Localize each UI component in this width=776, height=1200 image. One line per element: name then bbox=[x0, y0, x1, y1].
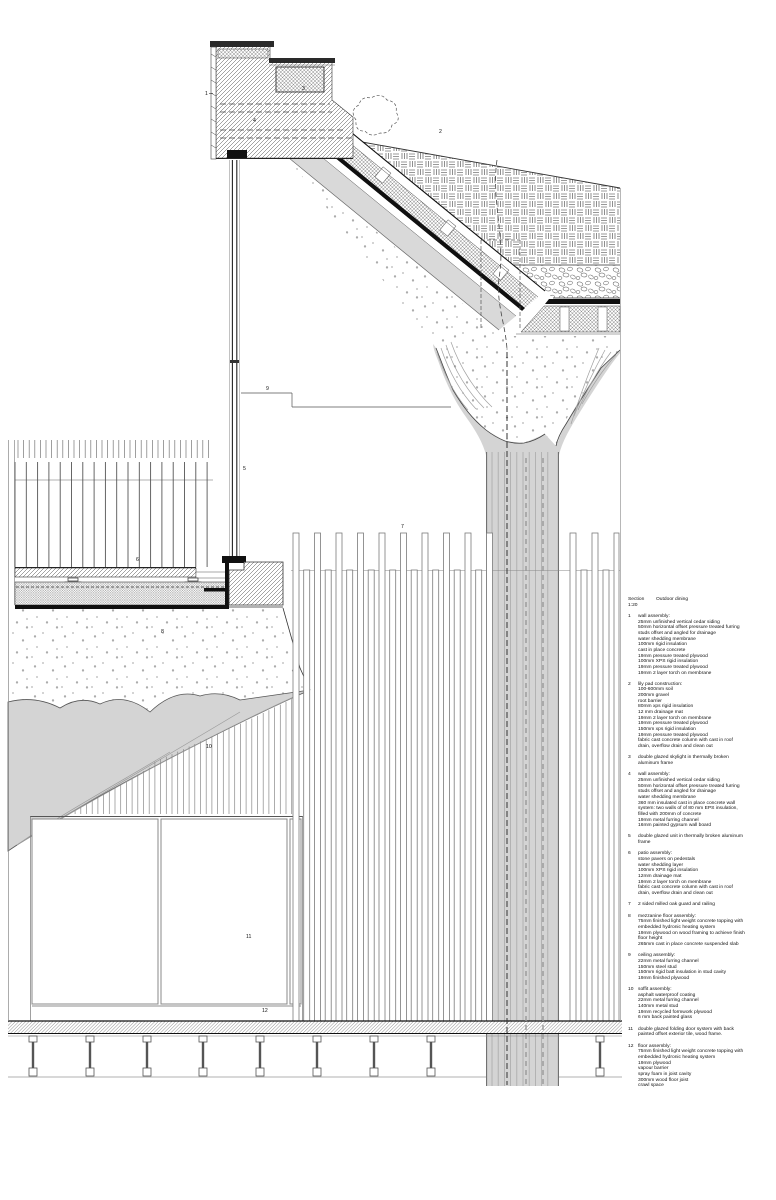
note-line: fabric cast concrete column with cast in roof bbox=[638, 738, 733, 744]
mezzanine-guard bbox=[15, 440, 213, 567]
note-line: 360 mm insulated cast in place concrete wall bbox=[638, 800, 736, 806]
slat bbox=[368, 570, 374, 1021]
note-line: 19mm pressure treated plywood bbox=[638, 653, 708, 659]
section-label: Section bbox=[628, 597, 645, 602]
note-number: 11 bbox=[628, 1026, 634, 1032]
note-line: 22mm metal furring channel bbox=[638, 998, 699, 1004]
note-line: drain, overflow drain and clean out bbox=[638, 744, 713, 750]
folding-door bbox=[30, 816, 303, 1021]
drawing-label-12: 12 bbox=[262, 1008, 268, 1014]
note-item bbox=[628, 987, 760, 1021]
slat bbox=[592, 533, 598, 1021]
coping-1 bbox=[210, 41, 274, 47]
membrane-horizontal bbox=[545, 299, 620, 304]
note-lines bbox=[638, 1044, 760, 1089]
note-line: 100-600mm soil bbox=[638, 687, 673, 693]
post-footing bbox=[427, 1068, 435, 1076]
note-line: 300mm wood floor joist bbox=[638, 1077, 689, 1083]
note-line: 19mm recycled formwork plywood bbox=[638, 1009, 712, 1015]
ceiling-bulkhead bbox=[241, 393, 451, 407]
note-item bbox=[628, 953, 760, 981]
note-line: 19mm pressure treated plywood bbox=[638, 664, 708, 670]
note-line: floor height bbox=[638, 936, 663, 942]
note-line: 16mm painted gypsum wall board bbox=[638, 823, 712, 829]
post-shaft bbox=[32, 1042, 34, 1068]
door-panel bbox=[161, 819, 287, 1004]
note-line: soffit assembly: bbox=[638, 987, 672, 993]
note-line: 150mm steel stud bbox=[638, 964, 677, 970]
note-line: lily pad construction: bbox=[638, 681, 683, 687]
note-line: 22mm metal furring channel bbox=[638, 958, 699, 964]
note-item bbox=[628, 851, 760, 896]
post-shaft bbox=[202, 1042, 204, 1068]
parapet-top-insulation bbox=[218, 49, 268, 58]
post-cap bbox=[596, 1036, 604, 1042]
note-lines bbox=[638, 1027, 760, 1038]
note-line: cast in place concrete bbox=[638, 647, 686, 653]
note-item bbox=[628, 1027, 760, 1038]
drawing-label-2: 2 bbox=[439, 129, 442, 135]
drawing-label-3: 3 bbox=[302, 86, 305, 92]
note-number: 9 bbox=[628, 953, 631, 959]
post-shaft bbox=[599, 1042, 601, 1068]
note-line: 12mm drainage mat bbox=[638, 874, 682, 880]
note-item bbox=[628, 755, 760, 766]
note-line: spray foam in joist cavity bbox=[638, 1071, 692, 1077]
drawing-label-9: 9 bbox=[266, 386, 269, 392]
coping-2 bbox=[269, 58, 335, 63]
drawing-label-5: 5 bbox=[243, 466, 246, 472]
note-number: 5 bbox=[628, 834, 631, 840]
note-line: 265mm cast in place concrete suspended slab bbox=[638, 941, 739, 947]
note-line: 19mm finished plywood bbox=[638, 975, 690, 981]
drawing-label-11: 11 bbox=[246, 934, 252, 940]
parapet-wall bbox=[210, 41, 353, 159]
note-number: 8 bbox=[628, 913, 631, 919]
note-item bbox=[628, 614, 760, 676]
note-line: double glazed skylight in thermally broken bbox=[638, 755, 729, 761]
post-cap bbox=[256, 1036, 264, 1042]
note-line: 25mm unfinished vertical cedar siding bbox=[638, 777, 720, 783]
note-lines bbox=[638, 987, 760, 1021]
note-line: 200mm gravel bbox=[638, 693, 669, 699]
post-shaft bbox=[259, 1042, 261, 1068]
note-line: studs offset and angled for drainage bbox=[638, 789, 716, 795]
note-line: vapour barrier bbox=[638, 1066, 669, 1072]
note-line: 19mm plywood on wood framing to achieve finish bbox=[638, 930, 745, 936]
post-cap bbox=[370, 1036, 378, 1042]
note-number: 3 bbox=[628, 755, 631, 761]
drawing-scale: 1:20 bbox=[628, 602, 638, 608]
note-lines bbox=[638, 851, 760, 896]
note-line: water shedding layer bbox=[638, 862, 684, 868]
note-line: filled with 200mm of concrete bbox=[638, 811, 702, 817]
post-footing bbox=[86, 1068, 94, 1076]
post-cap bbox=[313, 1036, 321, 1042]
note-line: frame bbox=[638, 840, 651, 846]
drawing-label-8: 8 bbox=[161, 629, 164, 635]
slat bbox=[315, 533, 321, 1021]
note-line: 19mm 2 layer torch on membrane bbox=[638, 715, 712, 721]
guard-top-fringe bbox=[18, 440, 208, 458]
drawing-label-4: 4 bbox=[253, 118, 256, 124]
stone-pavers bbox=[15, 568, 196, 577]
note-number: 6 bbox=[628, 851, 631, 857]
post-shaft bbox=[316, 1042, 318, 1068]
post-footing bbox=[199, 1068, 207, 1076]
note-number: 7 bbox=[628, 902, 631, 908]
note-line: 19mm metal furring channel bbox=[638, 817, 699, 823]
note-line: double glazed unit in thermally broken aluminum bbox=[638, 834, 743, 840]
note-line: system: two walls of of 80 mm EPS insulation, bbox=[638, 806, 738, 812]
post-cap bbox=[86, 1036, 94, 1042]
note-lines bbox=[638, 834, 760, 845]
post-footing bbox=[256, 1068, 264, 1076]
note-lines bbox=[638, 772, 760, 829]
note-item bbox=[628, 902, 760, 908]
oak-slat-screen bbox=[293, 533, 619, 1021]
note-number: 10 bbox=[628, 987, 634, 993]
slat bbox=[390, 570, 396, 1021]
note-line: ceiling assembly: bbox=[638, 953, 676, 959]
keynote-list bbox=[628, 614, 760, 1089]
window-sill bbox=[222, 556, 246, 563]
slat bbox=[411, 570, 417, 1021]
note-line: painted offset exterior tile, wood frame. bbox=[638, 1032, 723, 1038]
note-item bbox=[628, 772, 760, 829]
slat bbox=[422, 533, 428, 1021]
note-line: wall assembly: bbox=[638, 613, 670, 619]
slat bbox=[433, 570, 439, 1021]
slat bbox=[325, 570, 331, 1021]
note-item bbox=[628, 682, 760, 750]
note-line: 150mm rigid batt insulation in stud cavity bbox=[638, 970, 727, 976]
concrete-curb bbox=[229, 562, 283, 605]
note-line: mezzanine floor assembly: bbox=[638, 913, 696, 919]
note-lines bbox=[638, 682, 760, 750]
note-lines bbox=[638, 902, 760, 908]
patio-membrane bbox=[15, 605, 225, 609]
note-line: embedded hydronic heating system bbox=[638, 924, 716, 930]
post-shaft bbox=[430, 1042, 432, 1068]
slat bbox=[401, 533, 407, 1021]
post-cap bbox=[199, 1036, 207, 1042]
drawing-label-1: 1 bbox=[205, 91, 208, 97]
note-lines bbox=[638, 755, 760, 766]
note-line: 100mm XPS rigid insulation bbox=[638, 659, 699, 665]
note-line: patio assembly: bbox=[638, 851, 672, 857]
note-line: 12 mm drainage mat bbox=[638, 710, 683, 716]
shrub-outline bbox=[353, 95, 398, 135]
note-line: embedded hydronic heating system bbox=[638, 1054, 716, 1060]
floor-slab bbox=[8, 1021, 622, 1034]
note-line: 75mm finished light weight concrete topping with bbox=[638, 919, 744, 925]
slat bbox=[293, 533, 299, 1021]
section-name: Outdoor dining bbox=[656, 597, 689, 602]
note-item bbox=[628, 834, 760, 845]
slat bbox=[581, 570, 587, 1021]
post-footing bbox=[143, 1068, 151, 1076]
note-line: 19mm 2 layer torch on membrane bbox=[638, 670, 712, 676]
note-line: drain, overflow drain and clean out bbox=[638, 891, 713, 897]
parapet-inner-insulation bbox=[276, 67, 324, 92]
note-lines bbox=[638, 914, 760, 948]
door-panel bbox=[32, 819, 158, 1004]
slat bbox=[347, 570, 353, 1021]
note-line: floor assembly: bbox=[638, 1043, 671, 1049]
note-line: 100mm rigid insulation bbox=[638, 642, 687, 648]
slat bbox=[614, 533, 619, 1021]
slat bbox=[358, 533, 364, 1021]
note-line: 50mm horizontal offset pressure treated furring bbox=[638, 625, 740, 631]
note-line: asphalt waterproof coating bbox=[638, 992, 696, 998]
slat bbox=[570, 533, 576, 1021]
note-line: 19mm plywood bbox=[638, 1060, 671, 1066]
note-line: wall assembly: bbox=[638, 772, 670, 778]
note-line: 80mm xps rigid insulation bbox=[638, 704, 694, 710]
note-number: 2 bbox=[628, 681, 631, 687]
note-line: 100mm XPS rigid insulation bbox=[638, 868, 699, 874]
slat bbox=[336, 533, 342, 1021]
note-line: 19mm pressure treated plywood bbox=[638, 721, 708, 727]
drawing-label-6: 6 bbox=[136, 557, 139, 563]
post-cap bbox=[143, 1036, 151, 1042]
note-line: 150mm xps rigid insulation bbox=[638, 727, 696, 733]
note-line: 19mm pressure treated plywood bbox=[638, 732, 708, 738]
note-line: double glazed folding door system with back bbox=[638, 1026, 734, 1032]
post-cap bbox=[29, 1036, 37, 1042]
legend bbox=[628, 597, 760, 1095]
slat bbox=[304, 570, 310, 1021]
slat bbox=[476, 570, 482, 1021]
post-shaft bbox=[373, 1042, 375, 1068]
drawing-label-10: 10 bbox=[206, 744, 212, 750]
note-line: stone pavers on pedestals bbox=[638, 857, 696, 863]
window-head bbox=[227, 150, 247, 158]
note-item bbox=[628, 914, 760, 948]
slat bbox=[487, 533, 493, 1021]
note-lines bbox=[638, 953, 760, 981]
siding-face bbox=[211, 47, 216, 159]
glazed-unit bbox=[222, 160, 246, 563]
note-line: 75mm finished light weight concrete topping with bbox=[638, 1049, 744, 1055]
drawing-label-7: 7 bbox=[401, 524, 404, 530]
note-number: 4 bbox=[628, 772, 631, 778]
note-line: 2 sided milled oak guard and railing bbox=[638, 902, 715, 908]
note-line: studs offset and angled for drainage bbox=[638, 630, 716, 636]
slat bbox=[454, 570, 460, 1021]
note-line: 19mm 2 layer torch on membrane bbox=[638, 879, 712, 885]
slat bbox=[444, 533, 450, 1021]
post-footing bbox=[370, 1068, 378, 1076]
note-line: 50mm horizontal offset pressure treated furring bbox=[638, 783, 740, 789]
note-line: aluminum frame bbox=[638, 760, 674, 766]
slat bbox=[465, 533, 471, 1021]
note-line: 6 mm back painted glass bbox=[638, 1015, 693, 1021]
slat bbox=[603, 570, 609, 1021]
note-line: 140mm metal stud bbox=[638, 1004, 679, 1010]
post-shaft bbox=[146, 1042, 148, 1068]
note-number: 1 bbox=[628, 613, 631, 619]
note-lines bbox=[638, 614, 760, 676]
note-line: 25mm unfinished vertical cedar siding bbox=[638, 619, 720, 625]
post-shaft bbox=[89, 1042, 91, 1068]
post-footing bbox=[596, 1068, 604, 1076]
guard-slats bbox=[15, 462, 207, 567]
patio-assembly bbox=[15, 562, 283, 609]
note-line: water shedding membrane bbox=[638, 636, 696, 642]
post-cap bbox=[427, 1036, 435, 1042]
slat bbox=[379, 533, 385, 1021]
note-item bbox=[628, 1044, 760, 1089]
patio-insulation bbox=[15, 582, 227, 605]
post-footing bbox=[29, 1068, 37, 1076]
mullion-joint bbox=[230, 360, 239, 363]
note-number: 12 bbox=[628, 1043, 634, 1049]
note-line: crawl space bbox=[638, 1083, 664, 1089]
note-line: water shedding membrane bbox=[638, 794, 696, 800]
post-footing bbox=[313, 1068, 321, 1076]
note-line: fabric cast concrete column with cast in roof bbox=[638, 885, 733, 891]
note-line: root barrier bbox=[638, 698, 662, 704]
